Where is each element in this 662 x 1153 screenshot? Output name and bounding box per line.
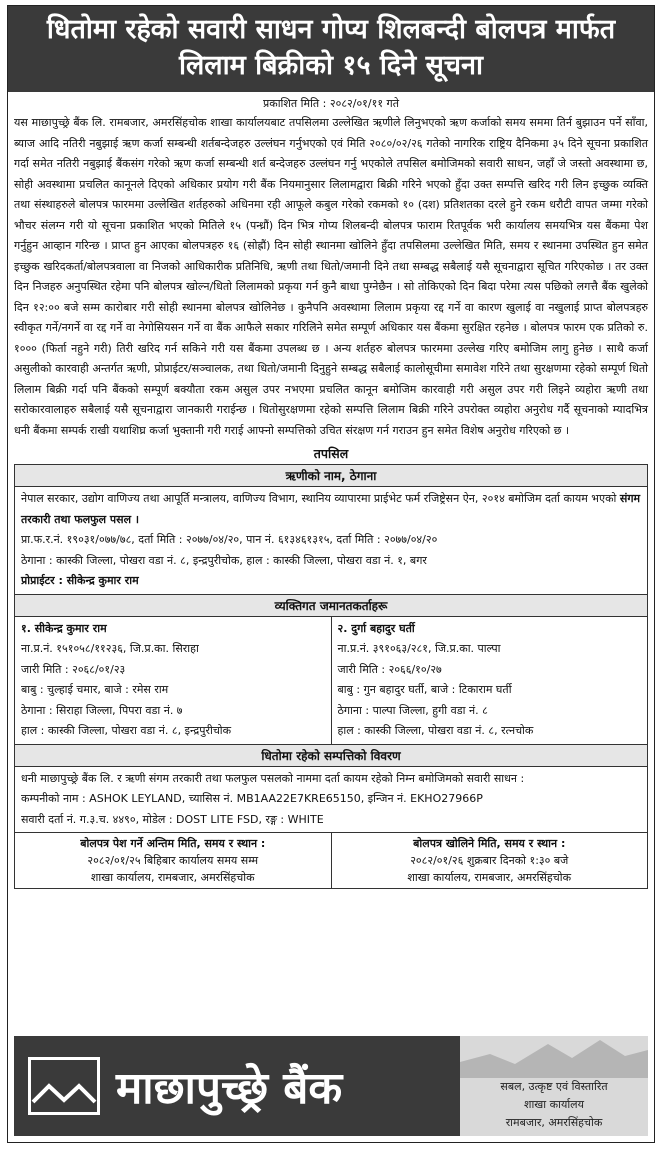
- submission-deadline-date: २०८२/०१/२५ बिहिबार कार्यालय समय सम्म: [87, 854, 259, 867]
- bank-banner: [14, 1036, 648, 1136]
- opening-schedule: [331, 833, 648, 888]
- tapasil-heading: तपसिल: [313, 446, 349, 461]
- borrower-address: ठेगाना : कास्की जिल्ला, पोखरा वडा नं. ८, इन्द्रपुरीचोक, हाल : कास्की जिल्ला, पोखरा वडा नं. १, बगर: [21, 553, 427, 567]
- branch-location: रामबजार, अमरसिंहचोक: [505, 1116, 603, 1129]
- guarantor-2-citizenship: ना.प्र.नं. ३९१०६३/२८१, जि.प्र.का. पाल्पा: [337, 642, 501, 655]
- opening-schedule-heading: बोलपत्र खोलिने मिति, समय र स्थान :: [413, 837, 566, 850]
- borrower-proprietor: प्रोप्राईटर : सीकेन्द्र कुमार राम: [21, 574, 139, 587]
- bank-tagline: सबल, उत्कृष्ट एवं विस्तारित: [500, 1080, 608, 1093]
- guarantors-box: [14, 595, 648, 745]
- collateral-company-line: कम्पनीको नाम : ASHOK LEYLAND, च्यासिस नं. MB1AA22E7KRE65150, इन्जिन नं. EKHO27966P: [21, 792, 483, 805]
- submission-deadline: [15, 833, 331, 888]
- collateral-desc: धनी माछापुच्छ्रे बैंक लि. र ऋणी संगम तरकारी तथा फलफुल पसलको नाममा दर्ता कायम रहेको निम्न बमोजिमको सवारी साधन :: [21, 771, 525, 785]
- published-date: प्रकाशित मिति : २०८२/०१/११ गते: [262, 97, 400, 110]
- guarantor-2: [331, 617, 648, 744]
- borrower-heading: ऋणीको नाम, ठेगाना: [15, 465, 647, 487]
- borrower-firm-name: संगम तरकारी तथा फलफुल पसल ।: [21, 492, 641, 526]
- borrower-box: [14, 464, 648, 595]
- guarantor-1-citizenship: ना.प्र.नं. १५१०५८/११२३६, जि.प्र.का. सिराहा: [21, 642, 199, 655]
- guarantor-2-name: २. दुर्गा बहादुर घर्ती: [337, 621, 415, 635]
- notice-intro-paragraph: यस माछापुच्छ्रे बैंक लि. रामबजार, अमरसिंहचोक शाखा कार्यालयबाट तपसिलमा उल्लेखित ऋणीले लिनुभएको ऋण कर्जाको समय सममा तिर्न बुझाउन पर्ने साँवा, ब्याज आदि नतिरी नबुझाई ऋण कर्जा सम्बन्धी शर्तबन्देजहरु उल्लंघन गर्नुभएको एवं मिति २०८०/०२/२६ गतेको नागरिक राष्ट्रिय दैनिकमा ३५ दिने सूचना प्रकाशित गर्दा समेत नतिरी नबुझाई बैंकसंग गरेको ऋण कर्जा सम्बन्धी शर्त बन्देजहरु उल्लंघन गर्नु भएकोले तपसिल बमोजिमको सवारी साधन, जहाँ जे जस्तो अवस्थामा छ, सोही अवस्थामा प्रचलित कानूनले दिएको अधिकार प्रयोग गरी बैंक नियमानुसार लिलामद्वारा बिक्री गरिने भएको हुँदा उक्त सम्पत्ति खरिद गरी लिन इच्छुक व्यक्ति तथा संस्थाहरुले बोलपत्र फारममा उल्लेखित शर्तहरुको अधिनमा रही आफूले कबुल गरेको रकमको १० (दश) प्रतिशतका दरले हुने रकम धरौटी वापत जम्मा गरेको भौचर संलग्न गरी यो सूचना प्रकाशित भएको मितिले १५ (पन्ध्रौं) दिन भित्र गोप्य शिलबन्दी बोलपत्र फाराम रितपूर्वक भरी कार्यालय समयभित्र यस बैंकमा पेश गर्नुहुन आव्हान गरिन्छ । प्राप्त हुन आएका बोलपत्रहरु १६ (सोह्रौं) दिन सोही स्थानमा खोलिने हुँदा तपसिलमा उल्लेखित मिति, समय र स्थानमा उपस्थित हुन समेत इच्छुक खरिदकर्ता/बोलपत्रवाला वा निजको आधिकारीक प्रतिनिधि, ऋणी तथा धितो/जमानी दिने तथा सम्बद्ध सबैलाई यसै सूचनाद्वारा सूचित गरिएकोछ । तर उक्त दिन निजहरु अनुपस्थित रहेमा पनि बोलपत्र खोल्न/धितो लिलामको प्रकृया गर्न कुनै बाधा पुग्नेछैन । सो तोकिएको दिन बिदा परेमा त्यस पछिको लगत्तै बैंक खुलेको दिन १२:०० बजे सम्म कारोबार गरी सोही स्थानमा बोलपत्र खोलिनेछ । कुनैपनि अवस्थामा लिलाम प्रकृया रद्द गर्ने वा कारण खुलाई वा नखुलाई प्राप्त बोलपत्रहरु स्वीकृत गर्ने/नगर्ने वा रद्द गर्ने वा नेगोसियसन गर्ने वा बैंक आफैले सकार गरिलिने समेत सम्पूर्ण अधिकार यस बैंकमा सुरक्षित रहनेछ । बोलपत्र फारम एक प्रतिको रु. १००० (फिर्ता नहुने गरी) तिरी खरिद गर्न सकिने गरी यस बैंकमा उपलब्ध छ । अन्य शर्तहरु बोलपत्र फारममा उल्लेख गरिए बमोजिम लागु हुनेछ । साथै कर्जा असुलीको कारवाही अन्तर्गत ऋणी, प्रोप्राईटर/सञ्चालक, तथा धितो/जमानी दिनुहुने सम्बद्ध सबैलाई कालोसूचीमा समावेश गरिने तथा सुरक्षणमा रहेको सम्पूर्ण धितो लिलाम बिक्री गर्दा पनि बैंकको सम्पूर्ण बक्यौता रकम असुल उपर नभएमा प्रचलित कानून बमोजिम कारवाही गरी असुल उपर गरी लिइने व्यहोरा ऋणी तथा सरोकारवालाहरु सबैलाई यसै सूचनाद्वारा जानकारी गराईन्छ । धितोसुरक्षणमा रहेको सम्पत्ति लिलाम बिक्री गरिने उपरोक्त व्यहोरा अनुरोध गर्दै सूचनाको म्यादभित्र धनी बैंकमा सम्पर्क राखी यथाशिघ्र कर्जा भुक्तानी गरी गराई आफ्नो सम्पत्तिको उचित संरक्षण गर्न गराउन हुन समेत विशेष अनुरोध गरिएको छ ।: [14, 116, 648, 437]
- borrower-registration-line: प्रा.फ.र.नं. १९०३१/०७७/७८, दर्ता मिति : २०७७/०४/२०, पान नं. ६१३४६१३१५, दर्ता मिति : २०७७/०४/२०: [21, 533, 438, 546]
- guarantor-1-address: ठेगाना : सिराहा जिल्ला, पिपरा वडा नं. ७: [21, 703, 183, 717]
- guarantors-heading: व्यक्तिगत जमानतकर्ताहरू: [15, 595, 647, 617]
- branch-info-panel: [460, 1036, 648, 1136]
- notice-title-line1: धितोमा रहेको सवारी साधन गोप्य शिलबन्दी बोलपत्र मार्फत: [46, 14, 616, 45]
- submission-deadline-place: शाखा कार्यालय, रामबजार, अमरसिंहचोक: [90, 871, 255, 884]
- guarantor-1: [15, 617, 331, 744]
- collateral-box: [14, 745, 648, 834]
- mountain-logo-icon: [28, 1057, 100, 1115]
- guarantor-1-name: १. सीकेन्द्र कुमार राम: [21, 621, 107, 635]
- deadline-row: [14, 833, 648, 889]
- guarantor-1-family: बाबु : चुल्हाई चमार, बाजे : रमेस राम: [21, 683, 169, 696]
- guarantor-1-issued: जारी मिति : २०६८/०१/२३: [21, 662, 126, 676]
- notice-title-line2: लिलाम बिक्रीको १५ दिने सूचना: [179, 50, 483, 81]
- notice-page: [7, 5, 655, 1143]
- opening-schedule-date: २०८२/०१/२६ शुक्रबार दिनको १:३० बजे: [410, 854, 569, 867]
- opening-schedule-place: शाखा कार्यालय, रामबजार, अमरसिंहचोक: [407, 871, 572, 884]
- bank-name: माछापुच्छ्रे बैंक: [116, 1063, 343, 1114]
- guarantor-2-address: ठेगाना : पाल्पा जिल्ला, हुगी वडा नं. ८: [337, 703, 488, 717]
- guarantor-2-issued: जारी मिति : २०६६/१०/२७: [337, 662, 442, 676]
- guarantor-2-current: हाल : कास्की जिल्ला, पोखरा वडा नं. ८, रत्नचोक: [337, 724, 534, 737]
- guarantor-2-family: बाबु : गुन बहादुर घर्ती, बाजे : टिकाराम घर्ती: [337, 683, 512, 696]
- borrower-registration-desc: [21, 489, 641, 530]
- collateral-heading: धितोमा रहेको सम्पत्तिको विवरण: [15, 745, 647, 767]
- guarantor-1-current: हाल : कास्की जिल्ला, पोखरा वडा नं. ८, इन्द्रपुरीचोक: [21, 724, 232, 737]
- mountain-silhouette-icon: [460, 1036, 648, 1078]
- notice-header: [8, 6, 654, 92]
- submission-deadline-heading: बोलपत्र पेश गर्ने अन्तिम मिति, समय र स्थान :: [80, 837, 266, 850]
- borrower-desc-text: नेपाल सरकार, उद्योग वाणिज्य तथा आपूर्ति मन्त्रालय, वाणिज्य विभाग, स्थानिय व्यापारमा प्राईभेट फर्म रजिष्ट्रेसन ऐन, २०१४ बमोजिम दर्ता कायम भएको: [21, 492, 617, 505]
- branch-office-label: शाखा कार्यालय: [523, 1098, 585, 1111]
- collateral-vehicle-line: सवारी दर्ता नं. ग.३.च. ४४९०, मोडेल : DOST LITE FSD, रङ्ग : WHITE: [21, 812, 324, 826]
